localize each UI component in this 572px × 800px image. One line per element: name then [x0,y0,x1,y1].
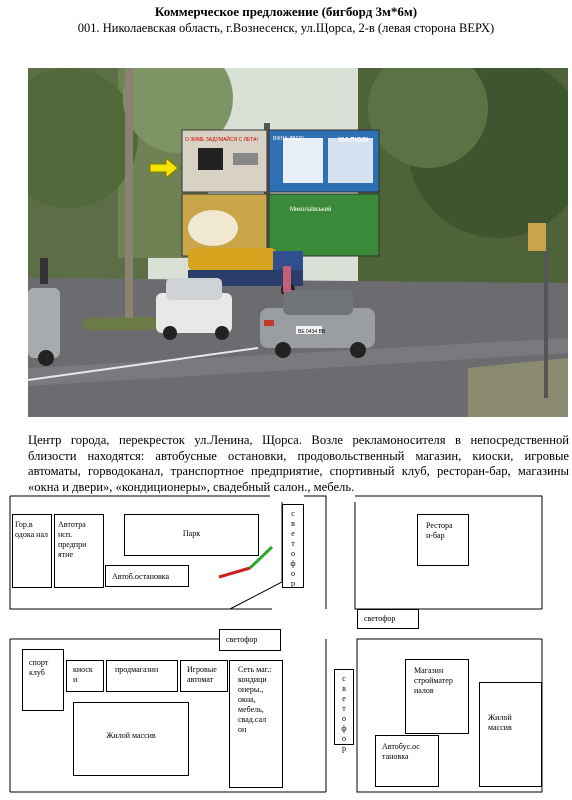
map-park: Парк [124,514,259,556]
billboard-text-blinds: ЖАЛЮЗІ [338,137,368,144]
billboard-photo [28,68,568,417]
map-housing-1: Жилой массив [73,702,189,776]
car-plate: ВЕ 0434 ВВ [298,329,326,335]
map-bus-stop-2: Автобус.ос тановка [375,735,439,787]
location-description: Центр города, перекресток ул.Ленина, Щорса. Возле рекламоносителя в непосредственной близости находятся: автобусные остановки, продовольственный магазин, киоски, игровые автоматы, горводоканал, транспортное предприятие, спортивный клуб, ресторан-бар, магазины «окна и двери», «кондиционеры», свадебный салон., мебель. [28,433,569,494]
location-map [0,492,572,800]
map-gorvodokanal: Гор.в одока нал [12,514,52,588]
address-line: 001. Николаевская область, г.Вознесенск, ул.Щорса, 2-в (левая сторона ВЕРХ) [77,21,495,35]
map-housing-2: Жилой массив [479,682,542,787]
map-slot-machines: Игровые автомат [180,660,228,692]
map-restaurant-bar: Рестора н-бар [417,514,469,566]
map-traffic-light-2: светофор [357,609,419,629]
map-traffic-light-1: с в е т о ф о р [282,504,304,588]
map-traffic-light-4: с в е т о ф о р [334,669,354,745]
map-transport-company: Автотра нсп. предпри ятие [54,514,104,588]
map-traffic-light-3: светофор [219,629,281,651]
page-title: Коммерческое предложение (бигборд 3м*6м) [154,4,418,19]
map-kiosks: киоск и [66,660,104,692]
map-bus-stop-1: Автоб.остановка [105,565,189,587]
billboard-text-windows: ВІКНА ДВЕРІ [273,136,304,142]
billboard-direction-red [219,568,250,577]
map-sport-club: спорт клуб [22,649,64,711]
billboard-text-beer: Миколаївський [290,207,332,213]
map-building-materials: Магазин стройматер иалов [405,659,469,734]
map-grocery: продмагазин [106,660,178,692]
map-shops-network: Сеть маг.: кондици онеры., окна, мебель, свад.сал он [229,660,283,788]
billboard-text-winter: О ЗИМЕ ЗАДУМАЙСЯ С ЛЕТА! [185,137,258,143]
